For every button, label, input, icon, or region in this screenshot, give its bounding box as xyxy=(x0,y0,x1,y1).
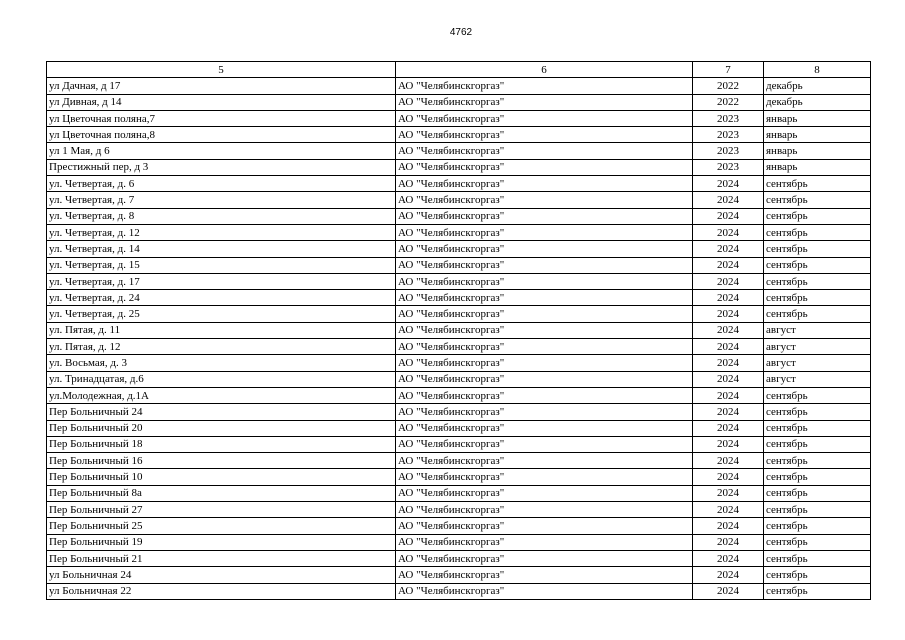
table-row xyxy=(47,371,871,387)
table-row xyxy=(47,453,871,469)
address-cell: ул. Тринадцатая, д.6 xyxy=(47,371,396,387)
month-cell: сентябрь xyxy=(764,518,871,534)
column-header-8: 8 xyxy=(764,62,871,78)
table-row xyxy=(47,159,871,175)
address-cell: ул. Четвертая, д. 14 xyxy=(47,241,396,257)
organization-cell: АО "Челябинскгоргаз" xyxy=(396,583,693,599)
year-cell: 2024 xyxy=(693,322,764,338)
year-cell: 2023 xyxy=(693,127,764,143)
page-number: 4762 xyxy=(449,27,473,38)
schedule-table xyxy=(46,61,871,600)
organization-cell: АО "Челябинскгоргаз" xyxy=(396,143,693,159)
address-cell: ул Дачная, д 17 xyxy=(47,78,396,94)
year-cell: 2024 xyxy=(693,273,764,289)
table-row xyxy=(47,583,871,599)
month-cell: декабрь xyxy=(764,78,871,94)
table-row xyxy=(47,192,871,208)
month-cell: сентябрь xyxy=(764,192,871,208)
address-cell: ул Цветочная поляна,8 xyxy=(47,127,396,143)
year-cell: 2024 xyxy=(693,208,764,224)
table-row xyxy=(47,339,871,355)
table-row xyxy=(47,143,871,159)
address-cell: Пер Больничный 18 xyxy=(47,436,396,452)
month-cell: сентябрь xyxy=(764,404,871,420)
month-cell: сентябрь xyxy=(764,257,871,273)
organization-cell: АО "Челябинскгоргаз" xyxy=(396,192,693,208)
month-cell: январь xyxy=(764,143,871,159)
year-cell: 2024 xyxy=(693,371,764,387)
table-row xyxy=(47,94,871,110)
year-cell: 2024 xyxy=(693,453,764,469)
month-cell: сентябрь xyxy=(764,469,871,485)
month-cell: сентябрь xyxy=(764,273,871,289)
address-cell: ул. Восьмая, д. 3 xyxy=(47,355,396,371)
address-cell: ул Цветочная поляна,7 xyxy=(47,110,396,126)
address-cell: Пер Больничный 16 xyxy=(47,453,396,469)
organization-cell: АО "Челябинскгоргаз" xyxy=(396,290,693,306)
address-cell: ул. Пятая, д. 12 xyxy=(47,339,396,355)
organization-cell: АО "Челябинскгоргаз" xyxy=(396,502,693,518)
table-row xyxy=(47,550,871,566)
year-cell: 2024 xyxy=(693,355,764,371)
address-cell: Пер Больничный 10 xyxy=(47,469,396,485)
organization-cell: АО "Челябинскгоргаз" xyxy=(396,567,693,583)
organization-cell: АО "Челябинскгоргаз" xyxy=(396,78,693,94)
year-cell: 2023 xyxy=(693,110,764,126)
address-cell: ул. Четвертая, д. 8 xyxy=(47,208,396,224)
table-row xyxy=(47,176,871,192)
table-row xyxy=(47,436,871,452)
month-cell: сентябрь xyxy=(764,534,871,550)
year-cell: 2024 xyxy=(693,404,764,420)
year-cell: 2024 xyxy=(693,583,764,599)
organization-cell: АО "Челябинскгоргаз" xyxy=(396,273,693,289)
year-cell: 2024 xyxy=(693,290,764,306)
organization-cell: АО "Челябинскгоргаз" xyxy=(396,322,693,338)
year-cell: 2022 xyxy=(693,94,764,110)
organization-cell: АО "Челябинскгоргаз" xyxy=(396,241,693,257)
header-row xyxy=(47,62,871,78)
organization-cell: АО "Челябинскгоргаз" xyxy=(396,159,693,175)
year-cell: 2024 xyxy=(693,550,764,566)
month-cell: январь xyxy=(764,127,871,143)
address-cell: ул 1 Мая, д 6 xyxy=(47,143,396,159)
month-cell: сентябрь xyxy=(764,583,871,599)
organization-cell: АО "Челябинскгоргаз" xyxy=(396,453,693,469)
year-cell: 2024 xyxy=(693,339,764,355)
table-body xyxy=(47,78,871,600)
year-cell: 2024 xyxy=(693,485,764,501)
year-cell: 2024 xyxy=(693,436,764,452)
table-row xyxy=(47,273,871,289)
organization-cell: АО "Челябинскгоргаз" xyxy=(396,550,693,566)
year-cell: 2022 xyxy=(693,78,764,94)
address-cell: Пер Больничный 25 xyxy=(47,518,396,534)
year-cell: 2023 xyxy=(693,143,764,159)
organization-cell: АО "Челябинскгоргаз" xyxy=(396,127,693,143)
year-cell: 2024 xyxy=(693,257,764,273)
month-cell: январь xyxy=(764,110,871,126)
year-cell: 2024 xyxy=(693,534,764,550)
month-cell: сентябрь xyxy=(764,567,871,583)
organization-cell: АО "Челябинскгоргаз" xyxy=(396,371,693,387)
table-row xyxy=(47,485,871,501)
table-row xyxy=(47,322,871,338)
organization-cell: АО "Челябинскгоргаз" xyxy=(396,534,693,550)
table-row xyxy=(47,469,871,485)
month-cell: сентябрь xyxy=(764,502,871,518)
year-cell: 2023 xyxy=(693,159,764,175)
address-cell: ул. Четвертая, д. 25 xyxy=(47,306,396,322)
organization-cell: АО "Челябинскгоргаз" xyxy=(396,339,693,355)
address-cell: ул. Четвертая, д. 15 xyxy=(47,257,396,273)
year-cell: 2024 xyxy=(693,387,764,403)
year-cell: 2024 xyxy=(693,518,764,534)
table-row xyxy=(47,78,871,94)
address-cell: ул. Четвертая, д. 12 xyxy=(47,224,396,240)
organization-cell: АО "Челябинскгоргаз" xyxy=(396,404,693,420)
address-cell: Пер Больничный 19 xyxy=(47,534,396,550)
table-row xyxy=(47,502,871,518)
table-row xyxy=(47,208,871,224)
table-row xyxy=(47,110,871,126)
table-row xyxy=(47,420,871,436)
address-cell: ул Больничная 24 xyxy=(47,567,396,583)
year-cell: 2024 xyxy=(693,176,764,192)
table-row xyxy=(47,241,871,257)
month-cell: сентябрь xyxy=(764,208,871,224)
month-cell: сентябрь xyxy=(764,290,871,306)
year-cell: 2024 xyxy=(693,420,764,436)
year-cell: 2024 xyxy=(693,469,764,485)
month-cell: сентябрь xyxy=(764,420,871,436)
organization-cell: АО "Челябинскгоргаз" xyxy=(396,110,693,126)
organization-cell: АО "Челябинскгоргаз" xyxy=(396,469,693,485)
address-cell: ул. Пятая, д. 11 xyxy=(47,322,396,338)
address-cell: Престижный пер, д 3 xyxy=(47,159,396,175)
address-cell: ул. Четвертая, д. 6 xyxy=(47,176,396,192)
organization-cell: АО "Челябинскгоргаз" xyxy=(396,208,693,224)
organization-cell: АО "Челябинскгоргаз" xyxy=(396,387,693,403)
organization-cell: АО "Челябинскгоргаз" xyxy=(396,306,693,322)
address-cell: Пер Больничный 21 xyxy=(47,550,396,566)
table-row xyxy=(47,306,871,322)
address-cell: ул Больничная 22 xyxy=(47,583,396,599)
month-cell: август xyxy=(764,371,871,387)
organization-cell: АО "Челябинскгоргаз" xyxy=(396,257,693,273)
organization-cell: АО "Челябинскгоргаз" xyxy=(396,355,693,371)
table-row xyxy=(47,224,871,240)
address-cell: ул. Четвертая, д. 24 xyxy=(47,290,396,306)
month-cell: январь xyxy=(764,159,871,175)
address-cell: Пер Больничный 27 xyxy=(47,502,396,518)
table-row xyxy=(47,567,871,583)
address-cell: Пер Больничный 8а xyxy=(47,485,396,501)
organization-cell: АО "Челябинскгоргаз" xyxy=(396,518,693,534)
month-cell: август xyxy=(764,339,871,355)
table-row xyxy=(47,290,871,306)
table-row xyxy=(47,355,871,371)
month-cell: сентябрь xyxy=(764,387,871,403)
month-cell: сентябрь xyxy=(764,224,871,240)
table-row xyxy=(47,387,871,403)
table-row xyxy=(47,257,871,273)
year-cell: 2024 xyxy=(693,306,764,322)
month-cell: август xyxy=(764,322,871,338)
month-cell: сентябрь xyxy=(764,436,871,452)
address-cell: Пер Больничный 20 xyxy=(47,420,396,436)
table-row xyxy=(47,127,871,143)
organization-cell: АО "Челябинскгоргаз" xyxy=(396,94,693,110)
organization-cell: АО "Челябинскгоргаз" xyxy=(396,420,693,436)
table-row xyxy=(47,534,871,550)
address-cell: ул.Молодежная, д.1А xyxy=(47,387,396,403)
table-row xyxy=(47,404,871,420)
organization-cell: АО "Челябинскгоргаз" xyxy=(396,485,693,501)
year-cell: 2024 xyxy=(693,192,764,208)
column-header-6: 6 xyxy=(396,62,693,78)
address-cell: Пер Больничный 24 xyxy=(47,404,396,420)
address-cell: ул. Четвертая, д. 17 xyxy=(47,273,396,289)
month-cell: сентябрь xyxy=(764,176,871,192)
month-cell: август xyxy=(764,355,871,371)
month-cell: сентябрь xyxy=(764,550,871,566)
organization-cell: АО "Челябинскгоргаз" xyxy=(396,224,693,240)
year-cell: 2024 xyxy=(693,502,764,518)
year-cell: 2024 xyxy=(693,224,764,240)
address-cell: ул Дивная, д 14 xyxy=(47,94,396,110)
month-cell: сентябрь xyxy=(764,485,871,501)
month-cell: декабрь xyxy=(764,94,871,110)
month-cell: сентябрь xyxy=(764,241,871,257)
month-cell: сентябрь xyxy=(764,306,871,322)
column-header-5: 5 xyxy=(47,62,396,78)
organization-cell: АО "Челябинскгоргаз" xyxy=(396,436,693,452)
address-cell: ул. Четвертая, д. 7 xyxy=(47,192,396,208)
month-cell: сентябрь xyxy=(764,453,871,469)
column-header-7: 7 xyxy=(693,62,764,78)
year-cell: 2024 xyxy=(693,241,764,257)
table-row xyxy=(47,518,871,534)
year-cell: 2024 xyxy=(693,567,764,583)
organization-cell: АО "Челябинскгоргаз" xyxy=(396,176,693,192)
